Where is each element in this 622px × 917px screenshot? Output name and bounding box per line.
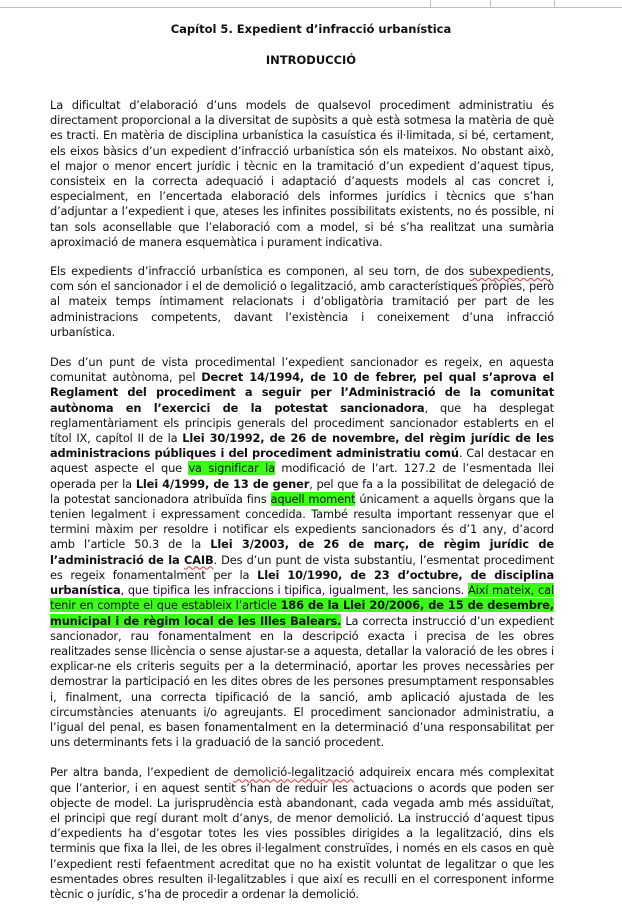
highlighted-text: aquell moment (270, 491, 356, 506)
table-cell (0, 0, 431, 8)
paragraph-sanctioning-procedure (50, 355, 554, 750)
text-run: . Cal destacar en aquest aspecte el que (50, 446, 554, 476)
spellcheck-word: subexpedients (469, 264, 551, 279)
page-title: Capítol 5. Expedient d’infracció urbanística (170, 22, 452, 36)
document-body (50, 98, 554, 917)
law-reference: Decret 14/1994, de 10 de febrer, pel qual s’aprova el Reglament del procediment a seguir per l’Administració de la comunitat autònoma en l’exercici de la potestat sancionadora (50, 370, 555, 415)
text-run: , que tipifica les infraccions i tipifica, igualment, les sancions. (120, 583, 468, 598)
section-heading: INTRODUCCIÓ (265, 53, 357, 67)
highlighted-text: Així mateix, cal tenir en compte el que estableix l’article (50, 583, 554, 613)
highlighted-law-reference: 186 de la Llei 20/2006, de 15 de desembre, municipal i de règim local de les Illes Balears. (50, 598, 554, 628)
highlighted-text: va significar la (188, 461, 275, 476)
text-run: Per altra banda, l’expedient de (50, 765, 234, 780)
law-reference: Llei 10/1990, de 23 d’octubre, de disciplina urbanística (50, 567, 554, 598)
paragraph-intro (50, 98, 554, 250)
law-reference: Llei 3/2003, de 26 de març, de règim jurídic de l’administració de la (50, 537, 554, 567)
text-run: , com són el sancionador i el de demolició o legalització, amb característiques pròpies, però al mateix temps íntimament relacionats i d’obligatòria tramitació per part de les administracions competents, davant l’existència i coneixement d’una infracció urbanística. (50, 264, 554, 339)
table-cell (490, 0, 555, 8)
text-run: , que ha desplegat reglamentàriament els principis generals del procediment sancionador establerts en el títol IX, capítol II de la (50, 400, 554, 446)
law-reference: Llei 4/1999, de 13 de gener (135, 476, 310, 491)
text-run: únicament a aquells òrgans que la tenien legalment i expressament concedida. També resulta important ressenyar que el termini màxim per resoldre i notificar els expedients sancionadors és d’1 any, d’acord amb l’article 50.3 de la (50, 491, 554, 552)
text-run: La correcta instrucció d’un expedient sancionador, rau fonamentalment en la descripció exacta i precisa de les obres realitzades sense llicència o sense ajustar-se a aquesta, detallar la valoració de les obres i explicar-ne els criteris seguits per a la determinació, aportar les proves necessàries per demostrar la participació en les dites obres de les persones presumptament responsables i, finalment, una correcta tipificació de la sanció, amb aplicació ajustada de les circumstàncies atenuants i/o agreujants. El procediment sancionador administratiu, a l’igual del penal, es basen fonamentalment en la determinació d’una responsabilitat per uns determinants fets i la graduació de la sanció procedent. (50, 613, 554, 750)
text-run: Els expedients d’infracció urbanística es componen, al seu torn, de dos (50, 264, 470, 279)
text-run: . Des d’un punt de vista substantiu, l’esmentat procediment es regeix fonamentalment per la (50, 552, 555, 582)
paragraph-demolition (50, 765, 554, 902)
spellcheck-word: CAIB (184, 552, 214, 567)
table-border-remnant (0, 0, 622, 8)
law-reference: Llei 30/1992, de 26 de novembre, del règim jurídic de les administracions públiques i del procediment administratiu comú (50, 431, 555, 461)
text-run: Des d’un punt de vista procedimental l’expedient sancionador es regeix, en aquesta comunitat autònoma, pel (50, 355, 554, 385)
text-run: adquireix encara més complexitat que l’anterior, i en aquest sentit s’han de reduir les actuacions o acords que poden ser objecte de model. La jurisprudència està abandonant, cada vegada amb més assiduïtat, el principi que regí durant molt d’anys, de menor demolició. La instrucció d’aquest tipus d’expedients ha d’esgotar totes les vies possibles dirigides a la legalització, dins els terminis que fixa la llei, de les obres il·legalment construïdes, i només en els casos en què l’expedient resti fefaentment acreditat que no ha existit voluntat de legalitzar o que les esmentades obres resulten il·legalitzables i que així es reculli en el corresponent informe tècnic o jurídic, s’ha de procedir a ordenar la demolició. (50, 765, 554, 901)
table-cell (554, 0, 622, 8)
text-run: La dificultat d’elaboració d’uns models de qualsevol procediment administratiu és directament proporcional a la diversitat de supòsits a què està sotmesa la matèria de què es tracti. En matèria de disciplina urbanística la casuística és il·limitada, si bé, certament, els eixos bàsics d’un expedient d’infracció urbanística són els mateixos. No obstant això, el major o menor encert jurídic i tècnic en la tramitació d’un expedient d’aquest tipus, consisteix en la correcta adequació i adaptació d’aquests models al cas concret i, especialment, en l’encertada elaboració dels informes jurídics i tècnics que s’han d’adjuntar a l’expedient i que, ateses les infinites possibilitats existents, no és possible, ni tan sols aconsellable que l’elaboració com a model, si bé s’ha realitzat una sumària aproximació de manera esquemàtica i purament indicativa. (50, 98, 554, 249)
paragraph-subexpedients (50, 264, 554, 340)
text-run: , pel que fa a la possibilitat de delegació de la potestat sancionadora atribuïda fins (50, 476, 554, 506)
text-run: modificació de l’art. 127.2 de l’esmentada llei operada per la (50, 461, 555, 491)
table-cell (430, 0, 491, 8)
spellcheck-word: demolició-legalització (233, 765, 354, 780)
